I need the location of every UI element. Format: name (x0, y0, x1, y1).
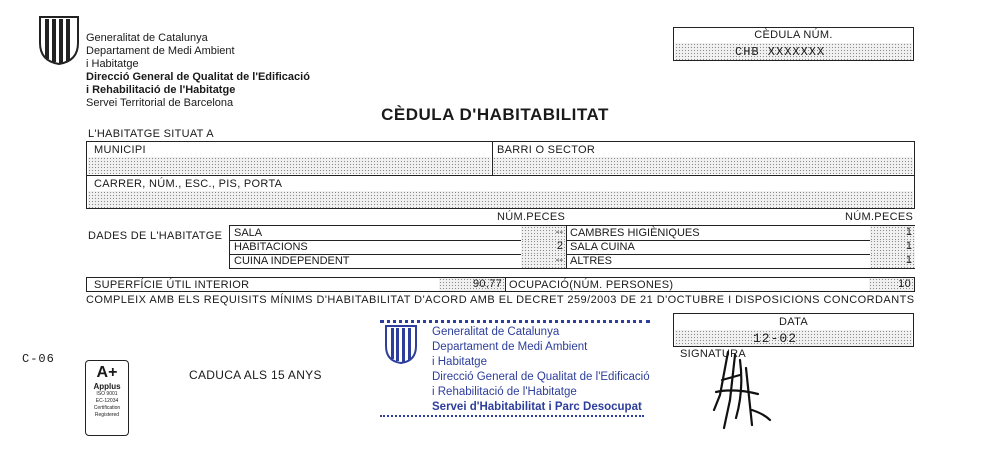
dades-row-habitacions (230, 240, 566, 255)
cert-line: Registered (94, 412, 120, 418)
signature (700, 340, 780, 435)
room-name: SALA (234, 227, 263, 239)
applus-cert-logo (85, 360, 129, 436)
cert-line: ISO 9001 (96, 391, 118, 397)
carrer-field (88, 191, 913, 208)
stamp-line: Direcció General de Qualitat de l'Edificació (432, 371, 650, 383)
stamp-line: Generalitat de Catalunya (432, 326, 560, 338)
barri-label: BARRI O SECTOR (497, 144, 596, 156)
dades-row-cambres (567, 226, 915, 241)
superficie-ocupacio-table (86, 277, 915, 292)
ocupacio-field (869, 278, 914, 291)
room-count: 1 (905, 226, 912, 238)
num-peces-right-label: NÚM.PECES (845, 211, 914, 223)
ocupacio-label: OCUPACIÓ(NÚM. PERSONES) (509, 279, 674, 291)
cedula-number-box (673, 27, 914, 61)
cert-line: EC-12034 (95, 398, 119, 404)
cert-line: Certification (93, 405, 121, 411)
cert-brand: Applus (93, 382, 121, 391)
header-line: Servei Territorial de Barcelona (86, 97, 234, 109)
expiry-note: CADUCA ALS 15 ANYS (189, 368, 322, 382)
dades-row-altres (567, 254, 915, 269)
location-table (86, 141, 915, 209)
issuer-header (86, 32, 386, 110)
cedula-label: CÈDULA NÚM. (754, 29, 833, 41)
room-count: -- (555, 254, 563, 266)
superficie-value: 90,77 (472, 278, 502, 290)
generalitat-logo (38, 15, 80, 65)
data-value: 12-02 (753, 331, 798, 346)
stamp-line: i Habitatge (432, 356, 487, 368)
room-name: ALTRES (570, 255, 612, 267)
room-count: 2 (556, 240, 563, 252)
header-line: Departament de Medi Ambient (86, 45, 235, 57)
municipi-label: MUNICIPI (94, 144, 146, 156)
stamp-line: Servei d'Habitabilitat i Parc Desocupat (432, 401, 642, 413)
ocupacio-value: 10 (898, 278, 911, 290)
location-section-label: L'HABITATGE SITUAT A (88, 128, 214, 140)
superficie-label: SUPERFÍCIE ÚTIL INTERIOR (94, 279, 250, 291)
dades-row-cuina (230, 254, 566, 269)
carrer-label: CARRER, NÚM., ESC., PIS, PORTA (94, 178, 283, 190)
document-title: CÈDULA D'HABITABILITAT (381, 105, 609, 124)
room-name: CAMBRES HIGIÈNIQUES (570, 227, 700, 239)
room-name: CUINA INDEPENDENT (234, 255, 350, 267)
dades-row-sala-cuina (567, 240, 915, 255)
room-name: SALA CUINA (570, 241, 635, 253)
municipi-field (88, 157, 491, 174)
dades-row-sala (230, 226, 566, 241)
data-label: DATA (779, 316, 808, 328)
stamp-line: Departament de Medi Ambient (432, 341, 588, 353)
header-line: i Rehabilitació de l'Habitatge (86, 84, 236, 96)
stamp-logo (384, 324, 418, 364)
form-code: C-06 (22, 352, 55, 366)
cedula-value-field (675, 43, 912, 60)
room-name: HABITACIONS (234, 241, 308, 253)
room-count: 1 (905, 240, 912, 252)
stamp-line: i Rehabilitació de l'Habitatge (432, 386, 577, 398)
room-count: -- (555, 226, 563, 238)
dades-table (229, 225, 915, 269)
cedula-value: CHB XXXXXXX (735, 45, 826, 59)
header-line: i Habitatge (86, 58, 139, 70)
official-stamp (380, 318, 650, 418)
header-line: Direcció General de Qualitat de l'Edificació (86, 71, 310, 83)
room-count: 1 (905, 254, 912, 266)
stamp-text (432, 325, 652, 415)
dades-label: DADES DE L'HABITATGE (88, 230, 223, 242)
compliance-statement: COMPLEIX AMB ELS REQUISITS MÍNIMS D'HABITABILITAT D'ACORD AMB EL DECRET 259/2003 DE 21 D'OCTUBRE I DISPOSICIONS CONCORDANTS (86, 294, 915, 306)
cert-grade: A+ (96, 364, 118, 381)
superficie-field (439, 278, 505, 291)
signatura-label: SIGNATURA (680, 348, 747, 360)
num-peces-left-label: NÚM.PECES (497, 211, 566, 223)
header-line: Generalitat de Catalunya (86, 32, 208, 44)
barri-field (493, 157, 913, 174)
